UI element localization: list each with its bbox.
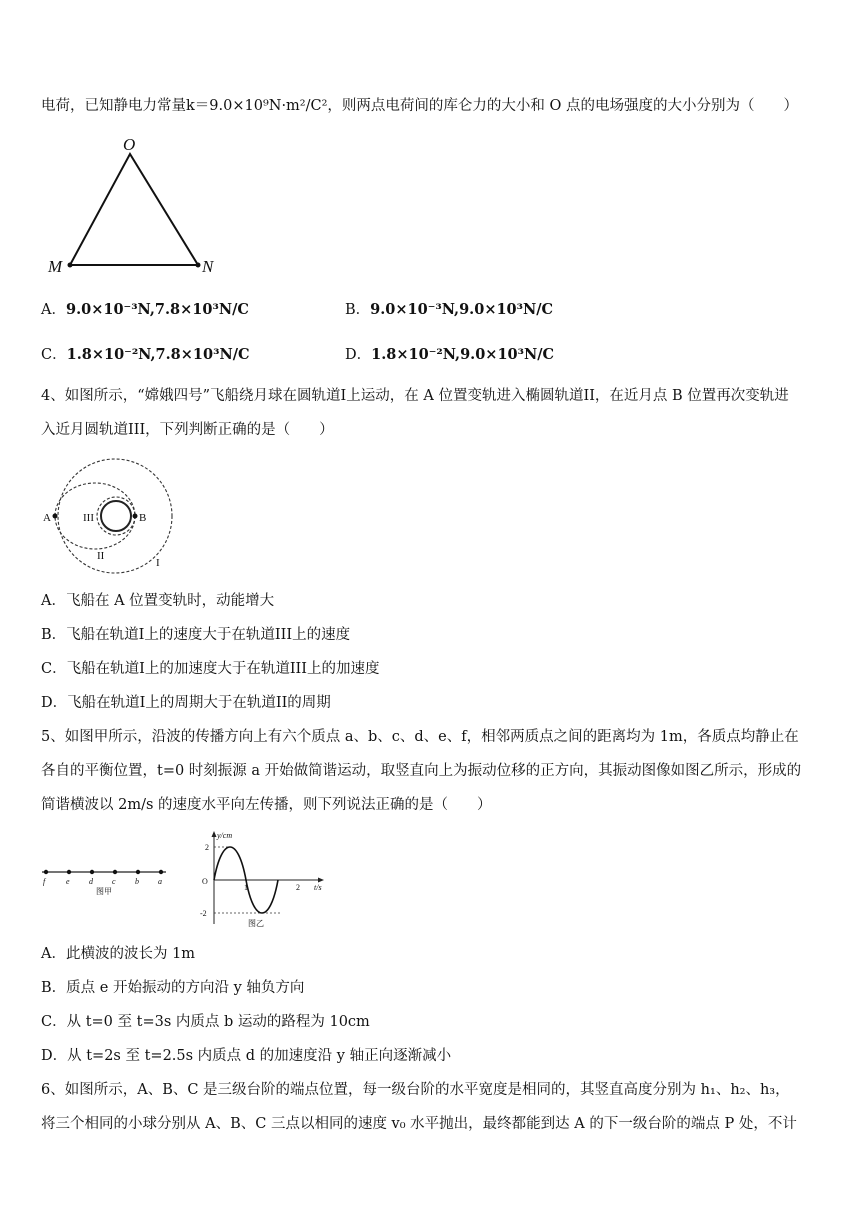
q4-option-b: B．飞船在轨道I上的速度大于在轨道III上的速度 bbox=[41, 627, 351, 643]
label-m: M bbox=[48, 257, 63, 276]
x-tick-2: 2 bbox=[296, 883, 300, 892]
q5-option-c: C．从 t=0 至 t=3s 内质点 b 运动的路程为 10cm bbox=[41, 1014, 370, 1030]
option-letter: C． bbox=[41, 347, 67, 363]
point-b: b bbox=[135, 877, 139, 886]
y-tick-pos: 2 bbox=[205, 843, 209, 852]
x-tick-1: 1 bbox=[244, 883, 248, 892]
figure-b-caption: 图乙 bbox=[248, 919, 264, 928]
q4-stem-line-2: 入近月圆轨道III，下列判断正确的是（ ） bbox=[41, 422, 334, 438]
q5-stem-line-3: 简谐横波以 2m/s 的速度水平向左传播，则下列说法正确的是（ ） bbox=[41, 797, 492, 813]
option-letter: B． bbox=[345, 302, 371, 318]
q4-option-d: D．飞船在轨道I上的周期大于在轨道II的周期 bbox=[41, 695, 331, 711]
label-ii: II bbox=[97, 550, 105, 562]
q4-option-c: C．飞船在轨道I上的加速度大于在轨道III上的加速度 bbox=[41, 661, 380, 677]
point-a: a bbox=[158, 877, 162, 886]
q3-option-d bbox=[345, 345, 554, 365]
label-a: A bbox=[43, 512, 51, 524]
orbit-figure bbox=[40, 455, 180, 580]
q3-option-b bbox=[345, 300, 553, 320]
label-o: O bbox=[123, 135, 136, 154]
point-f: f bbox=[43, 877, 46, 886]
q5-option-a: A．此横波的波长为 1m bbox=[41, 946, 196, 962]
q5-option-d: D．从 t=2s 至 t=2.5s 内质点 d 的加速度沿 y 轴正向逐渐减小 bbox=[41, 1048, 452, 1064]
q3-stem-line: 电荷，已知静电力常量k＝9.0×10⁹N·m²/C²，则两点电荷间的库仑力的大小和 O 点的电场强度的大小分别为（ ） bbox=[41, 98, 799, 114]
figure-a-caption: 图甲 bbox=[96, 887, 112, 896]
q5-stem-line-2: 各自的平衡位置，t=0 时刻振源 a 开始做简谐运动，取竖直向上为振动位移的正方向，其振动图像如图乙所示，形成的 bbox=[41, 763, 802, 779]
q4-stem-line-1: 4、如图所示，“嫦娥四号”飞船绕月球在圆轨道I上运动，在 A 位置变轨进入椭圆轨道II，在近月点 B 位置再次变轨进 bbox=[41, 388, 789, 404]
label-b: B bbox=[139, 512, 147, 524]
q6-stem-line-1: 6、如图所示，A、B、C 是三级台阶的端点位置，每一级台阶的水平宽度是相同的，其竖直高度分别为 h₁、h₂、h₃， bbox=[41, 1082, 790, 1098]
option-text: 1.8×10⁻²N,9.0×10³N/C bbox=[371, 346, 555, 363]
origin-label: O bbox=[202, 877, 208, 886]
option-letter: A． bbox=[41, 302, 66, 318]
q5-option-b: B．质点 e 开始振动的方向沿 y 轴负方向 bbox=[41, 980, 305, 996]
q4-option-a: A．飞船在 A 位置变轨时，动能增大 bbox=[41, 593, 275, 609]
point-e: e bbox=[66, 877, 70, 886]
option-text: 1.8×10⁻²N,7.8×10³N/C bbox=[66, 346, 250, 363]
x-axis-label: t/s bbox=[314, 883, 322, 892]
triangle-omn-figure bbox=[40, 132, 230, 282]
y-tick-neg: -2 bbox=[200, 909, 207, 918]
label-iii: III bbox=[83, 512, 94, 524]
q5-stem-line-1: 5、如图甲所示，沿波的传播方向上有六个质点 a、b、c、d、e、f，相邻两质点之间的距离均为 1m，各质点均静止在 bbox=[41, 729, 799, 745]
label-i: I bbox=[156, 557, 160, 569]
y-axis-label: y/cm bbox=[217, 831, 233, 840]
q6-stem-line-2: 将三个相同的小球分别从 A、B、C 三点以相同的速度 v₀ 水平抛出，最终都能到达 A 的下一级台阶的端点 P 处，不计 bbox=[41, 1116, 797, 1132]
label-n: N bbox=[202, 257, 214, 276]
option-letter: D． bbox=[345, 347, 372, 363]
particle-chain-figure bbox=[38, 860, 173, 900]
vibration-graph-figure bbox=[196, 828, 336, 930]
option-text: 9.0×10⁻³N,9.0×10³N/C bbox=[370, 301, 554, 318]
option-text: 9.0×10⁻³N,7.8×10³N/C bbox=[65, 301, 249, 318]
q3-option-c bbox=[41, 345, 250, 365]
q3-option-a bbox=[41, 300, 249, 320]
point-c: c bbox=[112, 877, 116, 886]
point-d: d bbox=[89, 877, 93, 886]
